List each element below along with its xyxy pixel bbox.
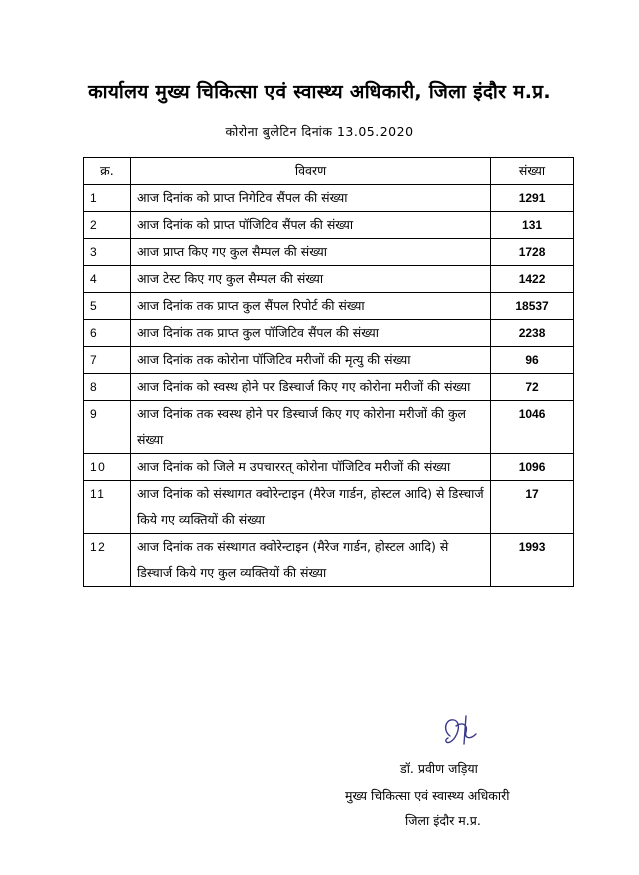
row-description: आज दिनांक तक प्राप्त कुल सैंपल रिपोर्ट की संख्या (130, 293, 490, 320)
table-row (84, 374, 574, 401)
row-count: 1046 (491, 401, 574, 454)
row-serial: 5 (90, 299, 99, 313)
table-row (84, 481, 574, 534)
table-row (84, 266, 574, 293)
table-row (84, 293, 574, 320)
column-header-count: संख्या (491, 158, 574, 185)
row-description: आज दिनांक को जिले म उपचाररत् कोरोना पॉजिटिव मरीजों की संख्या (130, 454, 490, 481)
table-row (84, 534, 574, 587)
row-serial-cell (84, 347, 131, 374)
row-count: 1422 (491, 266, 574, 293)
row-count: 18537 (491, 293, 574, 320)
row-description: आज दिनांक को स्वस्थ होने पर डिस्चार्ज किए गए कोरोना मरीजों की संख्या (130, 374, 490, 401)
row-serial: 4 (90, 272, 99, 286)
office-title: कार्यालय मुख्य चिकित्सा एवं स्वास्थ्य अधिकारी, जिला इंदौर म.प्र. (88, 81, 551, 103)
row-count: 1096 (491, 454, 574, 481)
row-serial-cell (84, 374, 131, 401)
row-serial: 8 (90, 380, 99, 394)
row-count: 17 (491, 481, 574, 534)
row-description: आज दिनांक तक स्वस्थ होने पर डिस्चार्ज किए गए कोरोना मरीजों की कुल संख्या (130, 401, 490, 454)
table-row (84, 239, 574, 266)
row-serial: 7 (90, 353, 99, 367)
table-row (84, 401, 574, 454)
row-serial: 1 (90, 191, 99, 205)
row-description: आज दिनांक को प्राप्त पॉजिटिव सैंपल की संख्या (130, 212, 490, 239)
row-serial: 11 (90, 487, 106, 501)
row-serial: 10 (90, 460, 107, 474)
table-body (84, 185, 574, 587)
row-serial-cell (84, 185, 131, 212)
row-serial-cell (84, 481, 131, 534)
table-row (84, 347, 574, 374)
signatory-place: जिला इंदौर म.प्र. (405, 813, 481, 828)
table-header-row (84, 158, 574, 185)
row-count: 1728 (491, 239, 574, 266)
row-description: आज दिनांक को प्राप्त निगेटिव सैंपल की संख्या (130, 185, 490, 212)
row-description: आज दिनांक तक प्राप्त कुल पॉजिटिव सैंपल की संख्या (130, 320, 490, 347)
table-row (84, 185, 574, 212)
row-serial: 12 (90, 540, 107, 554)
row-serial-cell (84, 320, 131, 347)
table-row (84, 454, 574, 481)
row-serial-cell (84, 266, 131, 293)
column-header-serial: क्र. (84, 158, 131, 185)
row-serial-cell (84, 239, 131, 266)
column-header-description: विवरण (130, 158, 490, 185)
row-count: 72 (491, 374, 574, 401)
row-serial-cell (84, 212, 131, 239)
row-serial-cell (84, 454, 131, 481)
row-serial: 2 (90, 218, 99, 232)
row-count: 1291 (491, 185, 574, 212)
signature-mark (436, 712, 482, 750)
row-count: 96 (491, 347, 574, 374)
row-description: आज दिनांक तक संस्थागत क्वोरेन्टाइन (मैरेज गार्डन, होस्टल आदि) से डिस्चार्ज किये गए कुल व्यक्तियों की संख्या (130, 534, 490, 587)
row-serial-cell (84, 534, 131, 587)
row-description: आज प्राप्त किए गए कुल सैम्पल की संख्या (130, 239, 490, 266)
row-serial-cell (84, 293, 131, 320)
row-serial: 3 (90, 245, 99, 259)
row-description: आज दिनांक तक कोरोना पॉजिटिव मरीजों की मृत्यु की संख्या (130, 347, 490, 374)
bulletin-date-line: कोरोना बुलेटिन दिनांक 13.05.2020 (225, 124, 414, 139)
bulletin-table (83, 157, 574, 587)
row-description: आज दिनांक को संस्थागत क्वोरेन्टाइन (मैरेज गार्डन, होस्टल आदि) से डिस्चार्ज किये गए व्यक्तियों की संख्या (130, 481, 490, 534)
row-description: आज टेस्ट किए गए कुल सैम्पल की संख्या (130, 266, 490, 293)
signatory-designation: मुख्य चिकित्सा एवं स्वास्थ्य अधिकारी (345, 788, 510, 803)
row-serial-cell (84, 401, 131, 454)
row-count: 2238 (491, 320, 574, 347)
row-count: 131 (491, 212, 574, 239)
table-row (84, 320, 574, 347)
table-row (84, 212, 574, 239)
row-serial: 6 (90, 326, 99, 340)
row-count: 1993 (491, 534, 574, 587)
row-serial: 9 (90, 407, 99, 421)
signatory-name: डॉ. प्रवीण जड़िया (400, 761, 478, 776)
